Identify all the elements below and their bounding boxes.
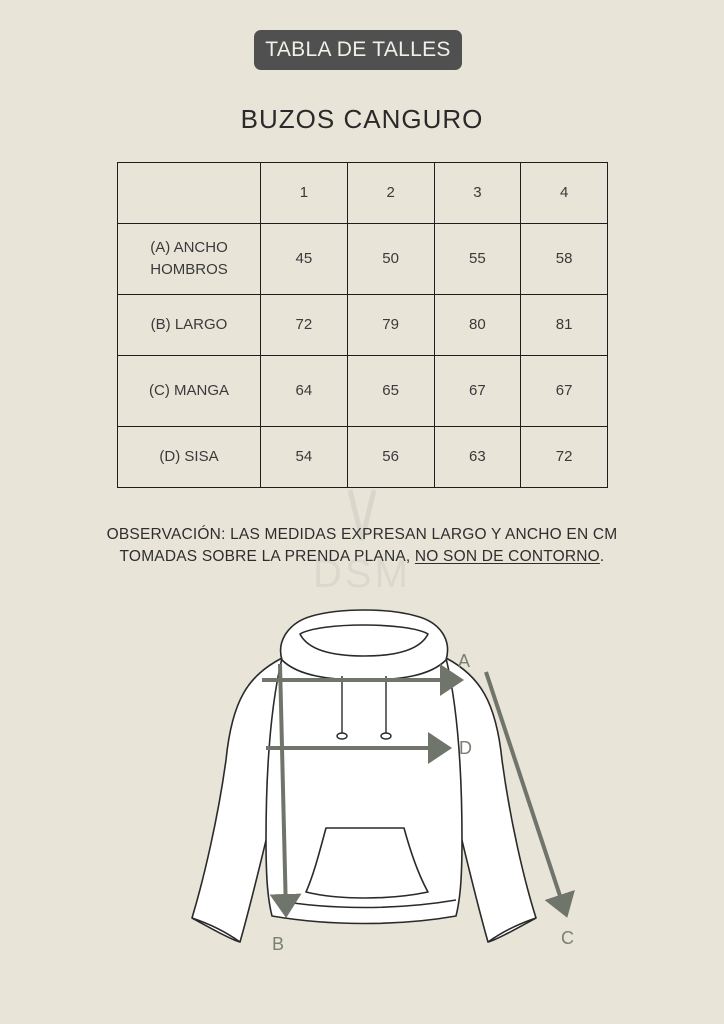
note-line-2 [0,546,724,568]
measure-label-b: B [272,934,285,954]
page-title: BUZOS CANGURO [240,104,484,134]
table-cell: 81 [521,295,608,356]
row-label-line: HOMBROS [150,261,228,278]
measure-label-d: D [459,738,472,758]
hoodie-diagram [0,600,724,1024]
drawstring-tip-left [337,733,347,739]
table-row [118,295,608,356]
table-cell: 80 [434,295,521,356]
row-label [118,224,261,295]
drawstring-tip-right [381,733,391,739]
table-row [118,356,608,427]
measure-label-a: A [458,651,471,671]
table-cell: 55 [434,224,521,295]
note-line-1: OBSERVACIÓN: LAS MEDIDAS EXPRESAN LARGO Y ANCHO EN CM [106,526,618,543]
table-cell: 50 [347,224,434,295]
table-corner-cell [118,163,261,224]
note-emphasis: NO SON DE CONTORNO [414,548,600,565]
row-label: (B) LARGO [118,295,261,356]
table-cell: 56 [347,427,434,488]
size-chart-badge [254,30,462,70]
table-cell: 72 [261,295,348,356]
table-cell: 63 [434,427,521,488]
size-header: 1 [261,163,348,224]
row-label: (C) MANGA [118,356,261,427]
observation-note [0,524,724,568]
size-header: 4 [521,163,608,224]
note-line-2-suffix: . [599,548,605,565]
row-label: (D) SISA [118,427,261,488]
table-row [118,427,608,488]
size-header: 3 [434,163,521,224]
table-cell: 67 [521,356,608,427]
table-cell: 67 [434,356,521,427]
table-cell: 54 [261,427,348,488]
size-table [117,162,608,488]
row-label-line: (A) ANCHO [150,239,228,256]
table-cell: 58 [521,224,608,295]
table-header-row [118,163,608,224]
table-cell: 72 [521,427,608,488]
watermark-text: DSM [313,552,411,596]
measure-label-c: C [561,928,574,948]
table-cell: 65 [347,356,434,427]
table-cell: 79 [347,295,434,356]
badge-label: TABLA DE TALLES [265,38,451,61]
note-line-2-prefix: TOMADAS SOBRE LA PRENDA PLANA, [119,548,415,565]
table-cell: 45 [261,224,348,295]
table-cell: 64 [261,356,348,427]
size-header: 2 [347,163,434,224]
table-row [118,224,608,295]
